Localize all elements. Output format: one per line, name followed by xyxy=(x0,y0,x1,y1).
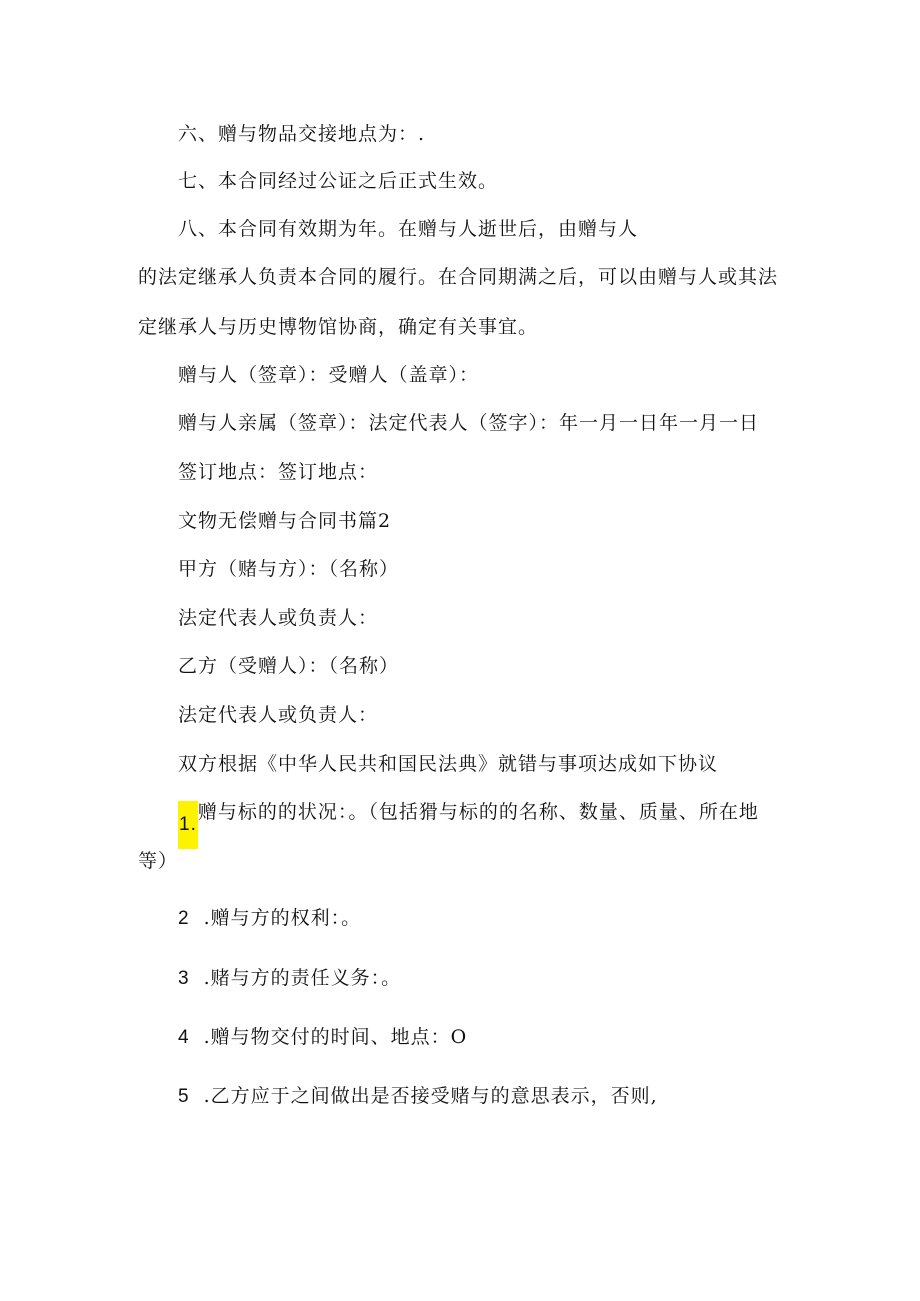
item-2-text: .赠与方的权利：。 xyxy=(203,907,362,929)
item-1-continued: 等） xyxy=(138,850,179,872)
item-3 xyxy=(178,965,401,992)
party-b-line: 乙方（受赠人）：（名称） xyxy=(178,655,400,677)
item-5-number: 5 xyxy=(178,1086,190,1107)
item-2-number: 2 xyxy=(178,908,190,929)
item-3-number: 3 xyxy=(178,968,190,989)
item-4-text: .赠与物交付的时间、地点：O xyxy=(203,1026,468,1048)
item-1-text: 赠与标的的状况：。（包括猾与标的的名称、数量、质量、所在地 xyxy=(197,801,759,823)
agreement-intro: 双方根据《中华人民共和国民法典》就错与事项达成如下协议 xyxy=(178,753,719,775)
party-a-line: 甲方（赌与方）：（名称） xyxy=(178,558,400,580)
signature-line-1: 赠与人（签章）：受赠人（盖章）： xyxy=(178,364,480,386)
item-4-number: 4 xyxy=(178,1027,190,1048)
party-a-representative: 法定代表人或负责人： xyxy=(178,607,379,629)
item-5 xyxy=(178,1083,658,1110)
clause-8-continued-1: 的法定继承人负责本合同的履行。在合同期满之后，可以由赠与人或其法 xyxy=(138,266,779,288)
item-3-text: .赌与方的责任义务：。 xyxy=(203,967,402,989)
signing-place-line: 签订地点：签订地点： xyxy=(178,461,379,483)
clause-8-continued-2: 定继承人与历史博物馆协商，确定有关事宜。 xyxy=(138,316,539,338)
section-heading: 文物无偿赠与合同书篇2 xyxy=(178,510,392,532)
clause-8: 八、本合同有效期为年。在赠与人逝世后，由赠与人 xyxy=(178,218,639,240)
signature-line-2: 赠与人亲属（签章）：法定代表人（签字）：年一月一日年一月一日 xyxy=(178,412,760,434)
item-2 xyxy=(178,905,361,932)
clause-7: 七、本合同经过公证之后正式生效。 xyxy=(178,170,499,192)
clause-6: 六、赠与物品交接地点为：. xyxy=(178,123,426,145)
item-5-text: .乙方应于之间做出是否接受赌与的意思表示，否则, xyxy=(203,1085,658,1107)
item-1-number-highlight: 1. xyxy=(178,801,198,849)
party-b-representative: 法定代表人或负责人： xyxy=(178,704,379,726)
item-4 xyxy=(178,1024,467,1051)
item-1 xyxy=(178,799,759,849)
